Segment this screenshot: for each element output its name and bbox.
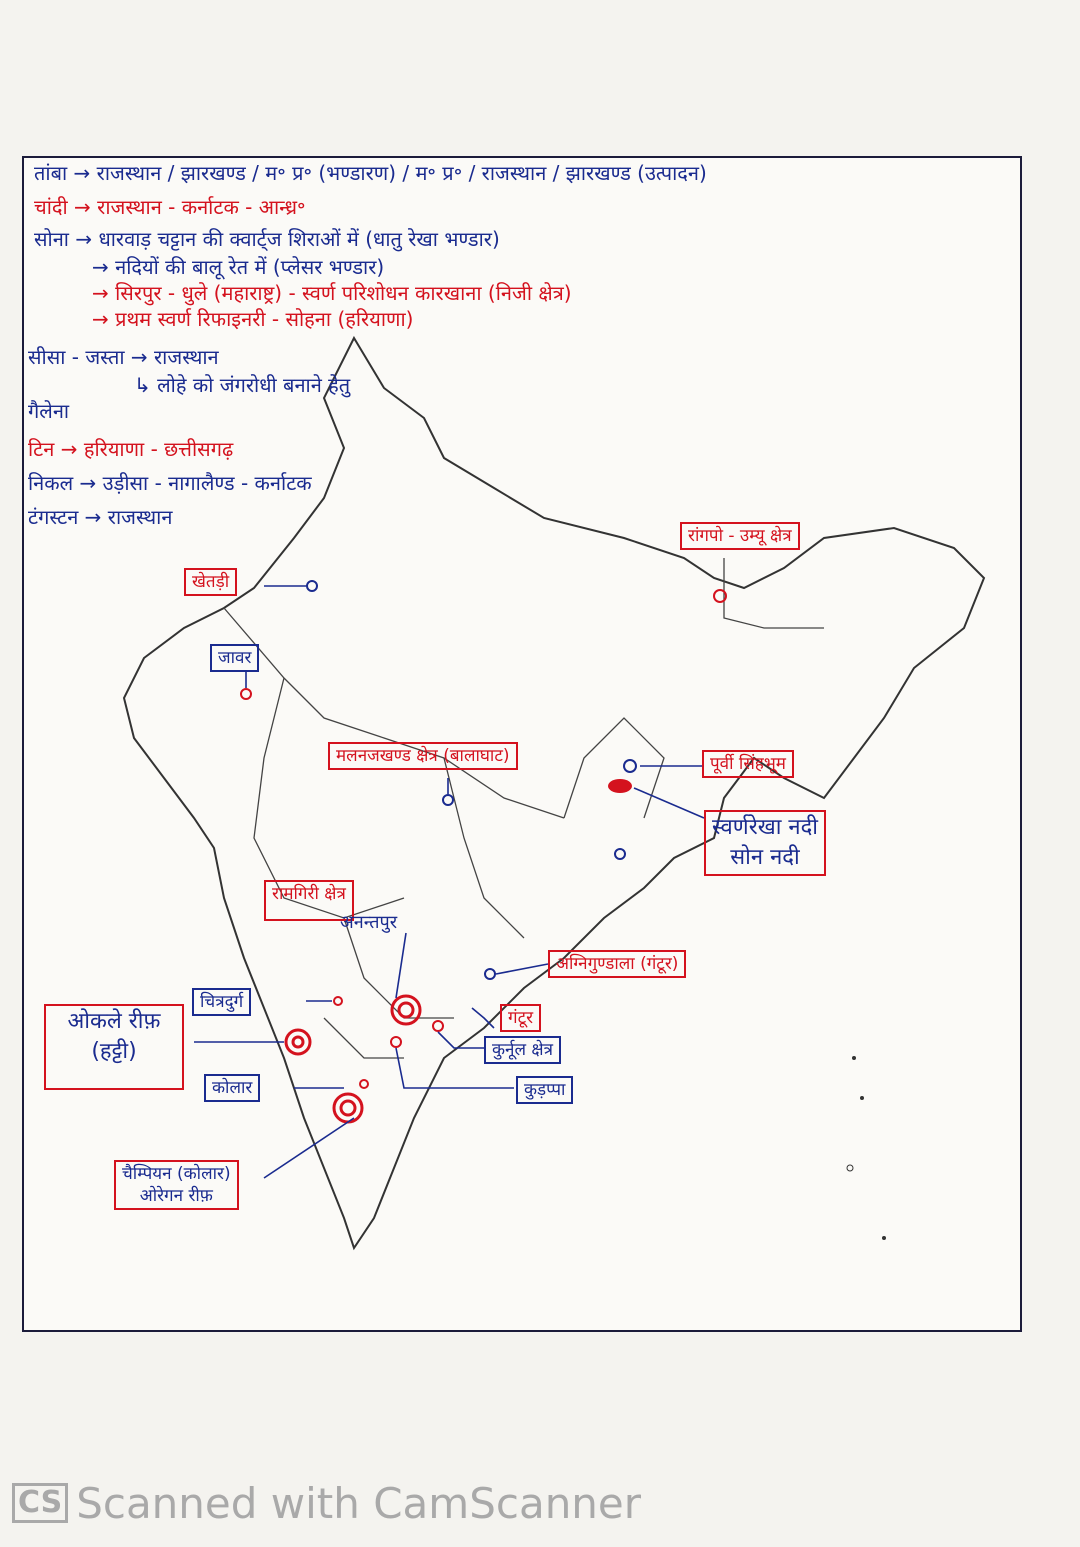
label-malanjkhand: मलनजखण्ड क्षेत्र (बालाघाट) (328, 742, 518, 770)
label-chitradurga: चित्रदुर्ग (192, 988, 251, 1016)
chitradurga-marker (334, 997, 342, 1005)
copper-line: तांबा → राजस्थान / झारखण्ड / म॰ प्र॰ (भण्डारण) / म॰ प्र॰ / राजस्थान / झारखण्ड (उत्पादन) (34, 161, 707, 185)
zawar-marker (241, 689, 251, 699)
rivers-line-2: सोन नदी (730, 845, 800, 870)
label-khetri: खेतड़ी (184, 568, 237, 596)
tungsten-line: टंगस्टन → राजस्थान (28, 505, 173, 529)
camscanner-text: Scanned with CamScanner (76, 1478, 642, 1528)
tin-line: टिन → हरियाणा - छत्तीसगढ़ (28, 437, 234, 461)
silver-line: चांदी → राजस्थान - कर्नाटक - आन्ध्र॰ (34, 195, 306, 219)
lead-zinc-line: सीसा - जस्ता → राजस्थान (28, 345, 219, 369)
galena-use-line: ↳ लोहे को जंगरोधी बनाने हेतु (134, 373, 351, 397)
kolar-marker (334, 1094, 362, 1122)
label-kurnool: कुर्नूल क्षेत्र (484, 1036, 561, 1064)
ochre-line-2: (हट्टी) (91, 1039, 137, 1064)
label-singhbhum: पूर्वी सिंहभूम (702, 750, 794, 778)
rivers-line-1: स्वर्णरेखा नदी (712, 815, 818, 840)
label-guntur: गंटूर (500, 1004, 541, 1032)
label-agnigundala: अग्निगुण्डाला (गंटूर) (548, 950, 686, 978)
cuddapah-marker (391, 1037, 401, 1047)
scanner-watermark (12, 1478, 641, 1528)
agnigundala-marker (485, 969, 495, 979)
label-champion-reef (114, 1160, 239, 1210)
champion-line-1: चैम्पियन (कोलार) (122, 1164, 231, 1184)
hutti-marker (286, 1030, 310, 1054)
label-ochre-reef (44, 1004, 184, 1090)
camscanner-logo: CS (12, 1483, 68, 1523)
notes-sheet (22, 156, 1022, 1332)
gold-line-2: → नदियों की बालू रेत में (प्लेसर भण्डार) (92, 255, 385, 279)
gold-line-1: सोना → धारवाड़ चट्टान की क्वार्ट्ज शिराओं में (धातु रेखा भण्डार) (34, 227, 500, 251)
malanjkhand-marker (443, 795, 453, 805)
gold-line-3: → सिरपुर - धुले (महाराष्ट्र) - स्वर्ण परिशोधन कारखाना (निजी क्षेत्र) (92, 281, 572, 305)
champion-line-2: ओरेगन रीफ़ (139, 1186, 213, 1206)
label-ramgiri: रामगिरी क्षेत्र (264, 880, 354, 921)
label-rangpo: रांगपो - उम्यू क्षेत्र (680, 522, 800, 550)
label-anantapur: अनन्तपुर (340, 912, 398, 933)
odisha-marker (615, 849, 625, 859)
gold-line-4: → प्रथम स्वर्ण रिफाइनरी - सोहना (हरियाणा) (92, 307, 414, 331)
label-kolar: कोलार (204, 1074, 260, 1102)
label-zawar: जावर (210, 644, 259, 672)
nickel-line: निकल → उड़ीसा - नागालैण्ड - कर्नाटक (28, 471, 312, 495)
galena-line: गैलेना (28, 399, 70, 423)
india-map (24, 158, 1020, 1330)
label-cuddapah: कुड़प्पा (516, 1076, 573, 1104)
label-rivers (704, 810, 826, 876)
swarnarekha-marker (608, 779, 632, 793)
khetri-marker (307, 581, 317, 591)
guntur-marker (433, 1021, 443, 1031)
singhbhum-marker (624, 760, 636, 772)
ochre-line-1: ओकले रीफ़ (67, 1009, 161, 1034)
